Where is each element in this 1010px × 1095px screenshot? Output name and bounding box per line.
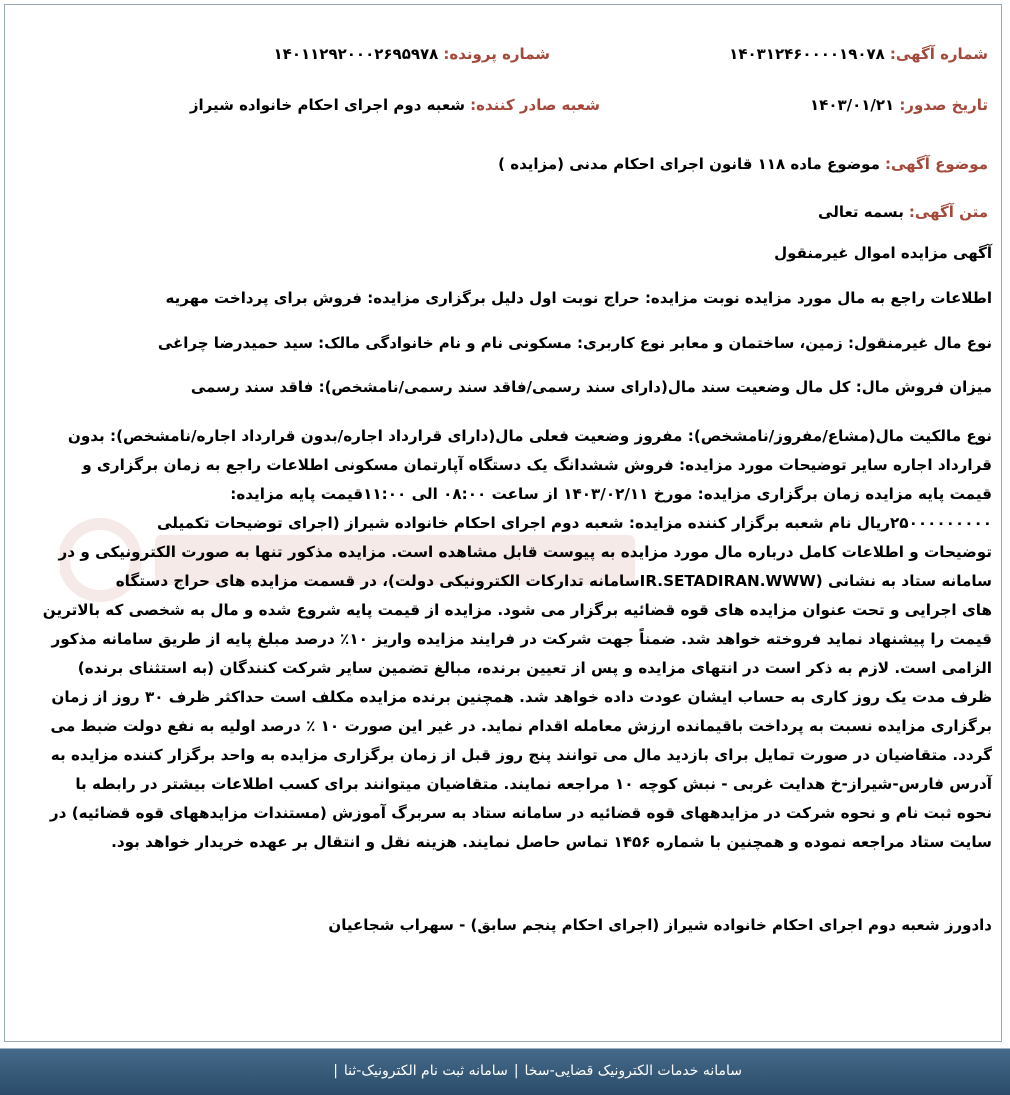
paragraph-line: توضیحات و اطلاعات کامل درباره مال مورد مزایده به پیوست قابل مشاهده است. مزایده مذکور تنها به صورت الکترونیکی و در bbox=[58, 543, 992, 561]
paragraph-line: قیمت را پیشنهاد نماید فروخته خواهد شد. ضمناً جهت شرکت در فرایند مزایده واریز ۱۰٪ درصد مبلغ پایه از طریق سامانه مذکور bbox=[51, 630, 992, 648]
ad-number-row bbox=[729, 44, 988, 63]
paragraph-line: ۲۵۰۰۰۰۰۰۰۰۰ریال نام شعبه برگزار کننده مزایده: شعبه دوم اجرای احکام خانواده شیراز (اجرای توضیحات تکمیلی bbox=[156, 514, 992, 532]
ad-text-opening: بسمه تعالی bbox=[818, 203, 904, 221]
ad-title: آگهی مزایده اموال غیرمنقول bbox=[774, 244, 992, 262]
paragraph-line: گردد. متقاضیان در صورت تمایل برای بازدید مال می توانند پنج روز قبل از زمان برگزاری مزایده به واحد برگزار کننده مزایده به bbox=[50, 746, 992, 764]
case-number-label: شماره پرونده: bbox=[443, 45, 550, 63]
paragraph-line: برگزاری مزایده نسبت به پرداخت باقیمانده ارزش معامله اقدام نماید. در غیر این صورت ۱۰ ٪ درصد اولیه به نفع دولت ضبط می bbox=[50, 717, 992, 735]
ad-body-paragraph bbox=[42, 422, 992, 857]
paragraph-line: آدرس فارس-شیراز-خ هدایت غربی - نبش کوچه ۱۰ مراجعه نمایند. متقاضیان میتوانند برای کسب اطلاعات بیشتر در رابطه با bbox=[75, 775, 992, 793]
issue-date-value: ۱۴۰۳/۰۱/۲۱ bbox=[810, 96, 895, 114]
paragraph-line: نوع مالکیت مال(مشاع/مفروز/نامشخص): مفروز وضعیت فعلی مال(دارای قرارداد اجاره/بدون قرارداد اجاره/نامشخص): بدون bbox=[67, 427, 992, 445]
footer-separator: | bbox=[333, 1063, 338, 1079]
issue-date-row bbox=[810, 95, 988, 114]
issue-date-label: تاریخ صدور: bbox=[899, 96, 988, 114]
ad-text-row bbox=[818, 202, 988, 221]
signature-line: دادورز شعبه دوم اجرای احکام خانواده شیراز (اجرای احکام پنجم سابق) - سهراب شجاعیان bbox=[328, 916, 992, 934]
sale-amount-line: میزان فروش مال: کل مال وضعیت سند مال(دارای سند رسمی/فاقد سند رسمی/نامشخص): فاقد سند رسمی bbox=[190, 378, 992, 396]
paragraph-line: نحوه ثبت نام و نحوه شرکت در مزایدههای قوه قضائیه در سامانه ستاد به سربرگ آموزش (مستندات مزایدههای قوه قضائیه) در bbox=[49, 804, 992, 822]
auction-info-line: اطلاعات راجع به مال مورد مزایده نوبت مزایده: حراج نوبت اول دلیل برگزاری مزایده: فروش برای پرداخت مهریه bbox=[165, 289, 992, 307]
case-number-row bbox=[274, 44, 550, 63]
footer-bar bbox=[0, 1048, 1010, 1095]
paragraph-line: سایت ستاد مراجعه نموده و همچنین با شماره ۱۴۵۶ تماس حاصل نمایند. هزینه نقل و انتقال بر عهده خریدار خواهد بود. bbox=[111, 833, 992, 851]
case-number-value: ۱۴۰۱۱۲۹۲۰۰۰۲۶۹۵۹۷۸ bbox=[273, 45, 439, 63]
subject-value: موضوع ماده ۱۱۸ قانون اجرای احکام مدنی (مزایده ) bbox=[498, 155, 880, 173]
paragraph-line: ظرف مدت یک روز کاری به حساب ایشان عودت داده خواهد شد. همچنین برنده مزایده مکلف است حداکثر ظرف ۳۰ روز از زمان bbox=[51, 688, 992, 706]
ad-number-value: ۱۴۰۳۱۲۴۶۰۰۰۰۱۹۰۷۸ bbox=[729, 45, 885, 63]
footer-separator: | bbox=[513, 1063, 519, 1079]
property-type-line: نوع مال غیرمنقول: زمین، ساختمان و معابر نوع کاربری: مسکونی نام و نام خانوادگی مالک: سید حمیدرضا چراغی bbox=[157, 334, 992, 352]
subject-row bbox=[498, 154, 988, 173]
issuer-label: شعبه صادر کننده: bbox=[470, 96, 600, 114]
ad-text-label: متن آگهی: bbox=[908, 203, 988, 221]
footer-links bbox=[327, 1063, 742, 1079]
issuer-value: شعبه دوم اجرای احکام خانواده شیراز bbox=[189, 96, 466, 114]
paragraph-line: های اجرایی و تحت عنوان مزایده های قوه قضائیه برگزار می شود. مزایده از قیمت پایه شروع شده و مال به شخصی که بالاترین bbox=[42, 601, 992, 619]
subject-label: موضوع آگهی: bbox=[884, 155, 988, 173]
paragraph-line: قیمت پایه مزایده زمان برگزاری مزایده: مورخ ۱۴۰۳/۰۲/۱۱ از ساعت ۰۸:۰۰ الی ۱۱:۰۰قیمت پایه مزایده: bbox=[230, 485, 992, 503]
ad-number-label: شماره آگهی: bbox=[889, 45, 988, 63]
footer-link-sakha[interactable]: سامانه خدمات الکترونیک قضایی-سخا bbox=[524, 1063, 742, 1079]
issuer-row bbox=[190, 95, 600, 114]
paragraph-line: سامانه ستاد به نشانی (IR.SETADIRAN.WWWسامانه تدارکات الکترونیکی دولت)، در قسمت مزایده های حراج دستگاه bbox=[115, 572, 992, 590]
paragraph-line: الزامی است. لازم به ذکر است در انتهای مزایده و پس از تعیین برنده، مبالغ تضمین سایر شرکت کنندگان (به استثنای برنده) bbox=[77, 659, 992, 677]
paragraph-line: قرارداد اجاره سایر توضیحات مورد مزایده: فروش ششدانگ یک دستگاه آپارتمان مسکونی اطلاعات راجع به زمان برگزاری و bbox=[82, 456, 992, 474]
footer-link-sana[interactable]: سامانه ثبت نام الکترونیک-ثنا bbox=[343, 1063, 508, 1079]
